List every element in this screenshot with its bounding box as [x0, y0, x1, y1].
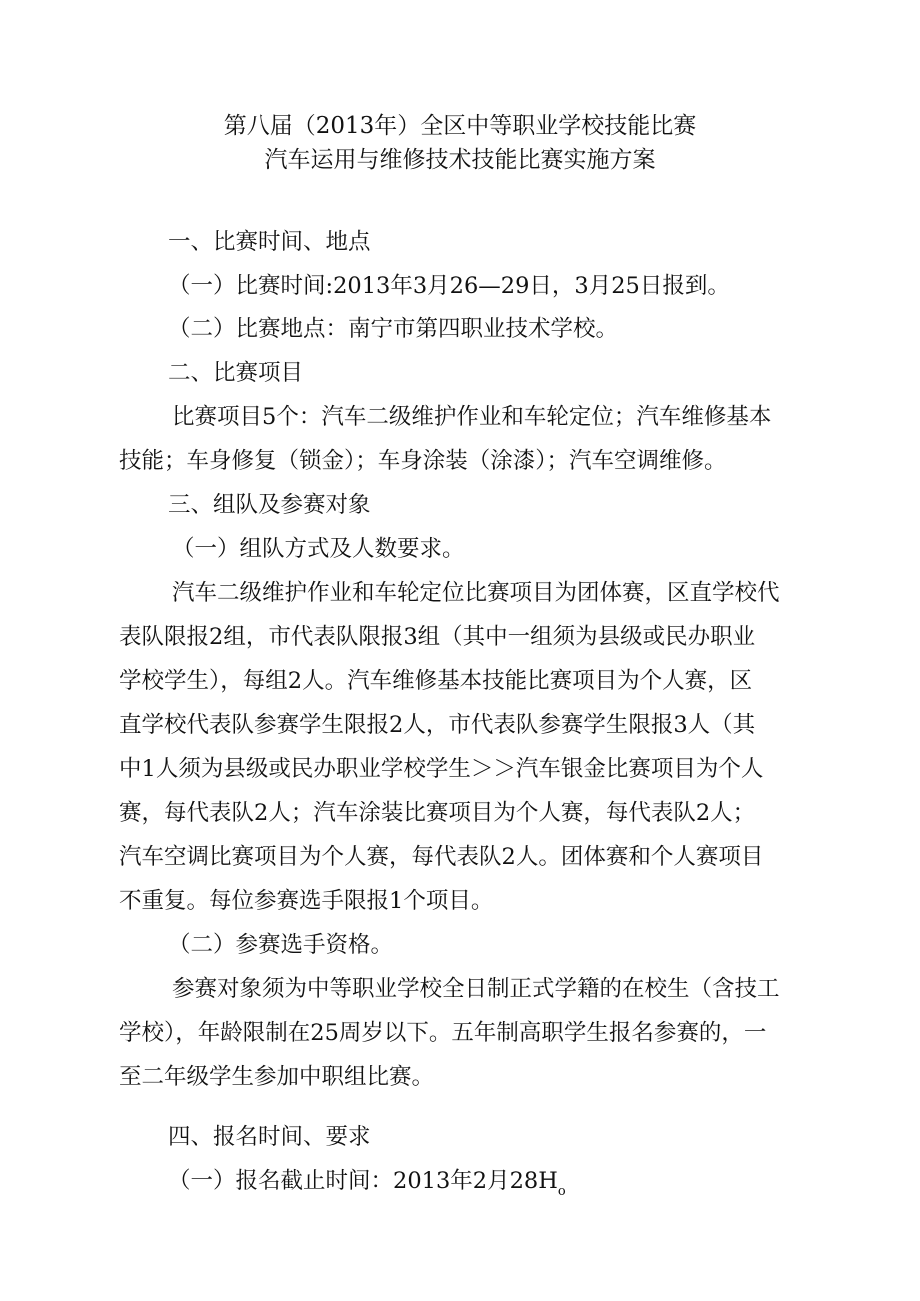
- paragraph-line: 学校学生），每组2人。汽车维修基本技能比赛项目为个人赛，区: [119, 668, 753, 694]
- paragraph-line: 不重复。每位参赛选手限报1个项目。: [119, 888, 494, 914]
- document-title-line-2: 汽车运用与维修技术技能比赛实施方案: [264, 147, 656, 173]
- paragraph-line: 表队限报2组，市代表队限报3组（其中一组须为县级或民办职业: [119, 624, 756, 650]
- paragraph-line: （二）参赛选手资格。: [168, 932, 394, 958]
- paragraph-line: （一）组队方式及人数要求。: [172, 536, 465, 562]
- paragraph-line: （一）比赛时间:2013年3月26—29日，3月25日报到。: [168, 273, 730, 299]
- paragraph-line: 比赛项目5个：汽车二级维护作业和车轮定位；汽车维修基本: [172, 404, 772, 430]
- section-heading-4: 四、报名时间、要求: [168, 1124, 371, 1150]
- paragraph-line-last: [168, 1166, 566, 1207]
- paragraph-line-text: （一）报名截止时间：2013年2月28H: [168, 1168, 558, 1194]
- section-heading-2: 二、比赛项目: [168, 360, 304, 386]
- paragraph-line: 赛，每代表队2人；汽车涂装比赛项目为个人赛，每代表队2人；: [119, 800, 756, 826]
- paragraph-line: 学校），年龄限制在25周岁以下。五年制高职学生报名参赛的，一: [119, 1020, 767, 1046]
- paragraph-line: 直学校代表队参赛学生限报2人，市代表队参赛学生限报3人（其: [119, 712, 756, 738]
- paragraph-line: （二）比赛地点：南宁市第四职业技术学校。: [168, 316, 619, 342]
- paragraph-line: 汽车二级维护作业和车轮定位比赛项目为团体赛，区直学校代: [172, 580, 780, 606]
- paragraph-line: 参赛对象须为中等职业学校全日制正式学籍的在校生（含技工: [172, 976, 780, 1002]
- paragraph-line: 至二年级学生参加中职组比赛。: [119, 1064, 435, 1090]
- subscript-mark: o: [557, 1184, 566, 1199]
- document-title-line-1: 第八届（2013年）全区中等职业学校技能比赛: [223, 113, 697, 139]
- section-heading-1: 一、比赛时间、地点: [168, 229, 371, 255]
- paragraph-line: 中1人须为县级或民办职业学校学生＞＞汽车银金比赛项目为个人: [119, 756, 764, 782]
- section-heading-3: 三、组队及参赛对象: [168, 492, 371, 518]
- paragraph-line: 技能；车身修复（锁金）；车身涂装（涂漆）；汽车空调维修。: [119, 448, 727, 474]
- paragraph-line: 汽车空调比赛项目为个人赛，每代表队2人。团体赛和个人赛项目: [119, 844, 764, 870]
